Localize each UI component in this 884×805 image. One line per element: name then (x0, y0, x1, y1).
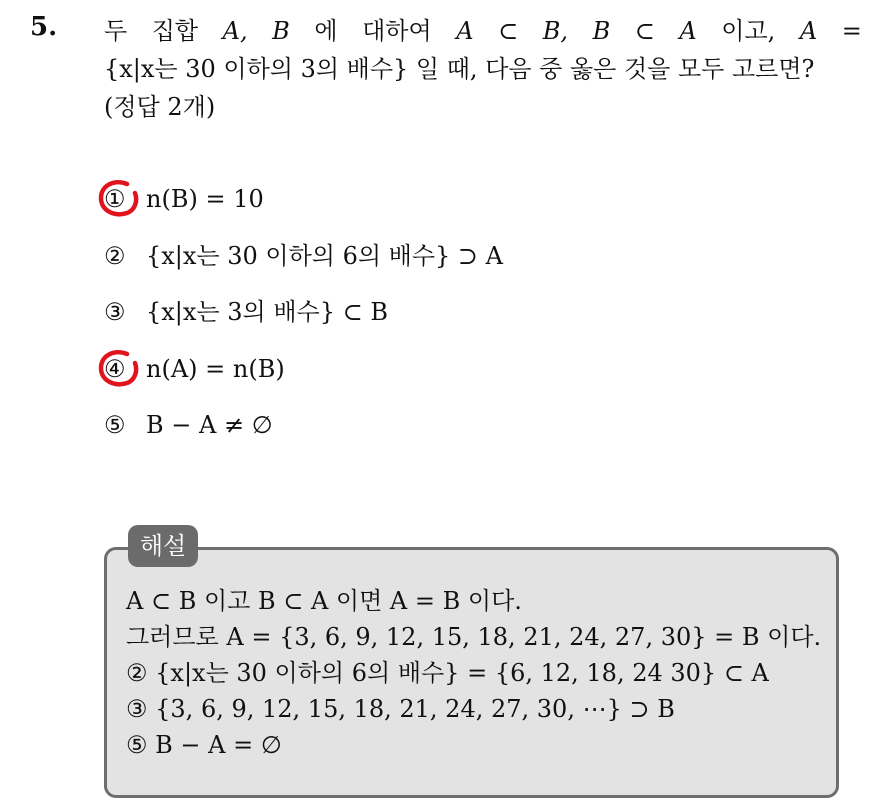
stem-word: A, (222, 17, 248, 45)
stem-word: 이고, (721, 17, 776, 45)
choice-2-marker: ② (104, 242, 126, 270)
stem-word: B (592, 17, 611, 45)
choice-3-text: {x|x는 3의 배수} ⊂ B (146, 298, 388, 326)
question-stem-line-1 (104, 12, 862, 50)
choice-1-text: n(B) = 10 (146, 185, 264, 213)
question-stem-line-2: {x|x는 30 이하의 3의 배수} 일 때, 다음 중 옳은 것을 모두 고르면? (104, 55, 815, 83)
choice-4-number: ④ (104, 355, 126, 383)
choice-3-marker: ③ (104, 298, 126, 326)
question-stem (104, 12, 862, 126)
choice-1-marker (104, 182, 146, 216)
stem-word: B (272, 17, 290, 45)
stem-word: ⊂ (498, 17, 519, 45)
choice-3[interactable] (104, 295, 388, 329)
red-circle-mark-icon (97, 179, 141, 219)
choice-2-text: {x|x는 30 이하의 6의 배수} ⊃ A (146, 242, 504, 270)
choice-4-text: n(A) = n(B) (146, 355, 285, 383)
explanation-line: A ⊂ B 이고 B ⊂ A 이면 A = B 이다. (126, 587, 522, 615)
question-number: 5. (30, 12, 58, 42)
choice-5-text: B − A ≠ ∅ (146, 411, 273, 439)
choice-4[interactable] (104, 352, 285, 386)
stem-word: ⊂ (634, 17, 655, 45)
stem-word: 대하여 (362, 17, 432, 45)
stem-word: A (679, 17, 697, 45)
choice-5[interactable] (104, 408, 273, 442)
stem-word: A (799, 17, 818, 45)
stem-word: 에 (314, 17, 338, 45)
explanation-line: 그러므로 A = {3, 6, 9, 12, 15, 18, 21, 24, 27, 30} = B 이다. (126, 623, 822, 651)
explanation-content (126, 583, 821, 763)
choice-1-number: ① (104, 185, 126, 213)
choice-1[interactable] (104, 182, 264, 216)
choice-2[interactable] (104, 239, 503, 273)
explanation-line: ⑤ B − A = ∅ (126, 731, 282, 759)
stem-word: A (456, 17, 474, 45)
stem-word: B, (542, 17, 569, 45)
red-circle-mark-icon (97, 349, 141, 389)
choice-4-marker (104, 352, 146, 386)
stem-word: 두 (104, 17, 128, 45)
stem-word: 집합 (151, 17, 199, 45)
choice-5-marker: ⑤ (104, 411, 126, 439)
explanation-tab-label: 해설 (128, 525, 198, 567)
stem-word: = (841, 17, 862, 45)
explanation-line: ③ {3, 6, 9, 12, 15, 18, 21, 24, 27, 30, ⋯} ⊃ B (126, 695, 675, 723)
question-stem-line-3: (정답 2개) (104, 93, 216, 121)
explanation-line: ② {x|x는 30 이하의 6의 배수} = {6, 12, 18, 24 30} ⊂ A (126, 659, 769, 687)
